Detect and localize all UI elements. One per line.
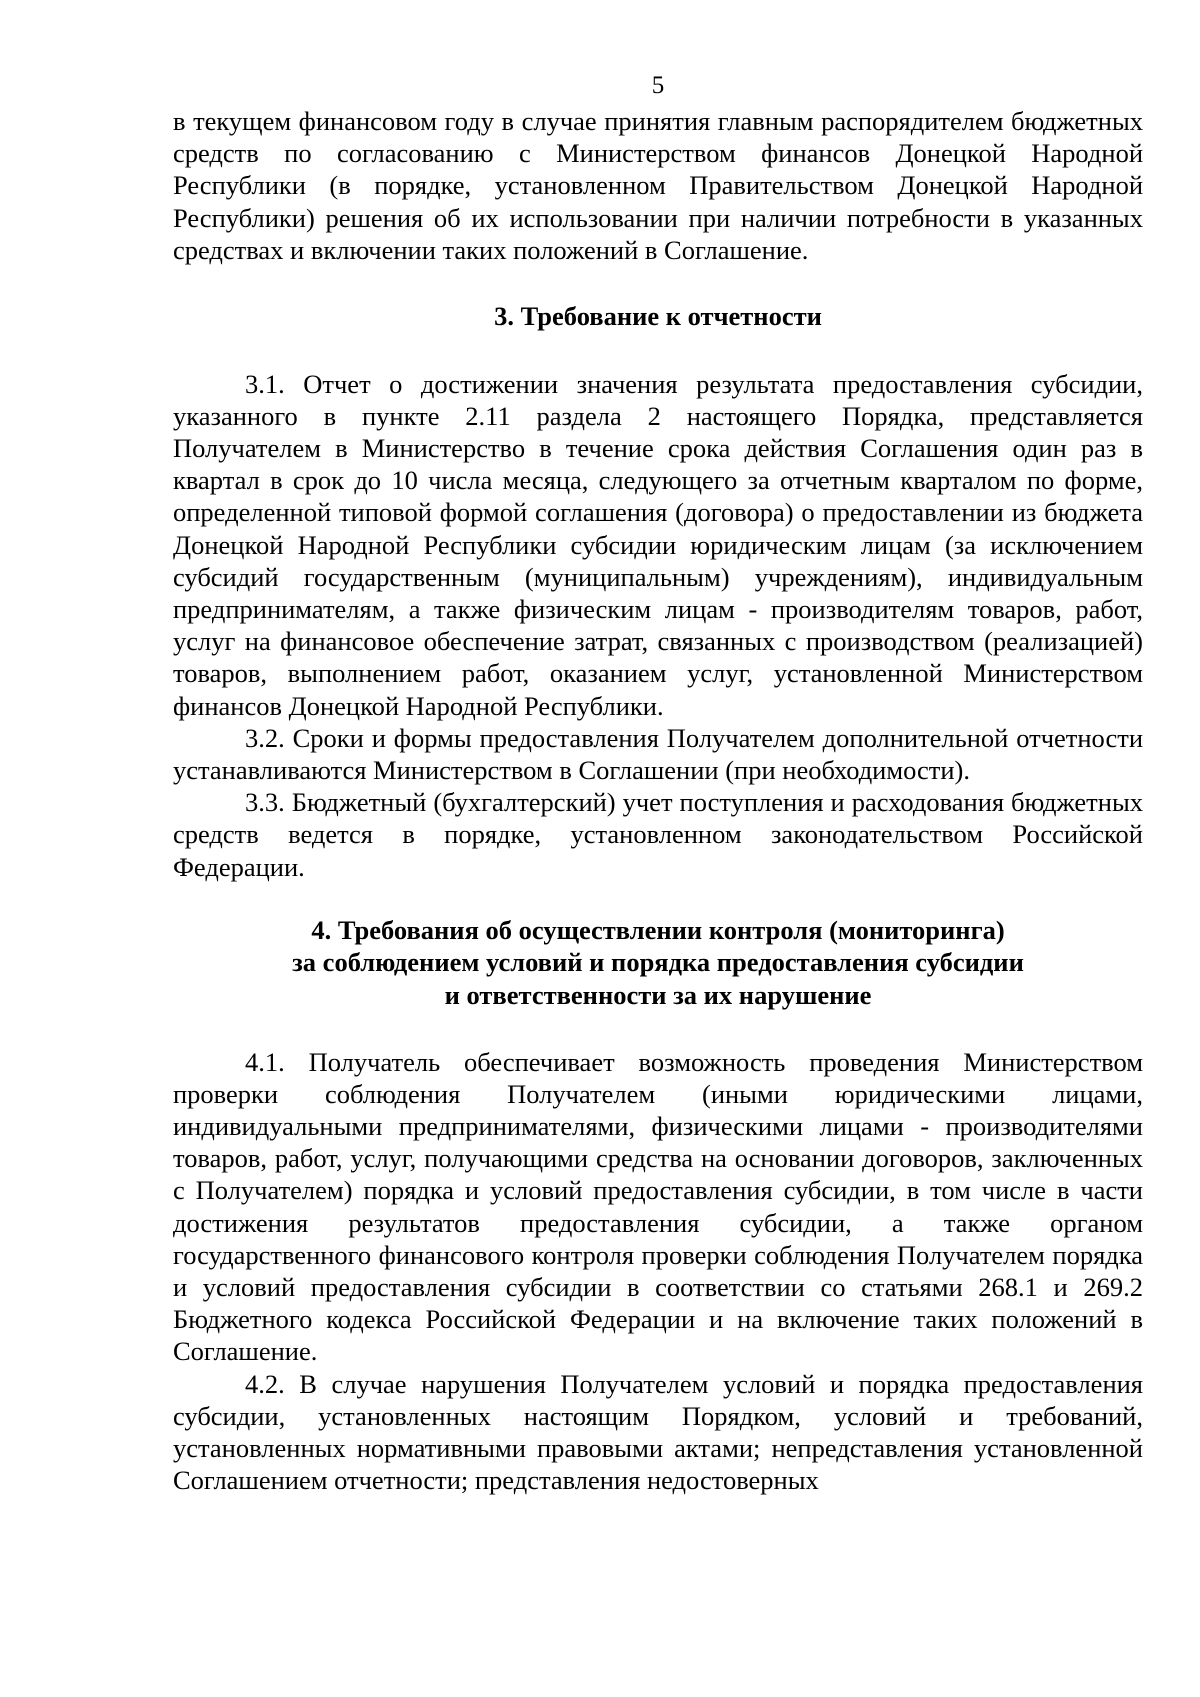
paragraph-3-1: 3.1. Отчет о достижении значения результата предоставления субсидии, указанного в пункте 2.11 раздела 2 настоящего Порядка, представляется Получателем в Министерство в течение срока действия Соглашения один раз в квартал в срок до 10 числа месяца, следующего за отчетным кварталом по форме, определенной типовой формой соглашения (договора) о предоставлении из бюджета Донецкой Народной Республики субсидии юридическим лицам (за исключением субсидий государственным (муниципальным) учреждениям), индивидуальным предпринимателям, а также физическим лицам - производителям товаров, работ, услуг на финансовое обеспечение затрат, связанных с производством (реализацией) товаров, выполнением работ, оказанием услуг, установленной Министерством финансов Донецкой Народной Республики. bbox=[173, 368, 1143, 721]
page-number: 5 bbox=[651, 72, 665, 99]
section-4-heading bbox=[173, 914, 1143, 1012]
paragraph-3-2: 3.2. Сроки и формы предоставления Получателем дополнительной отчетности устанавливаются Министерством в Соглашении (при необходимости). bbox=[173, 722, 1143, 786]
section-4-heading-line-1: 4. Требования об осуществлении контроля (мониторинга) bbox=[311, 914, 1005, 945]
document-page bbox=[173, 70, 1143, 1496]
intro-paragraph: в текущем финансовом году в случае принятия главным распорядителем бюджетных средств по согласованию с Министерством финансов Донецкой Народной Республики (в порядке, установленном Правительством Донецкой Народной Республики) решения об их использовании при наличии потребности в указанных средствах и включении таких положений в Соглашение. bbox=[173, 106, 1143, 265]
section-4-heading-line-3: и ответственности за их нарушение bbox=[444, 980, 872, 1011]
paragraph-4-1: 4.1. Получатель обеспечивает возможность проведения Министерством проверки соблюдения Получателем (иными юридическими лицами, индивидуальными предпринимателями, физическими лицами - производителями товаров, работ, услуг, получающими средства на основании договоров, заключенных с Получателем) порядка и условий предоставления субсидии, в том числе в части достижения результатов предоставления субсидии, а также органом государственного финансового контроля проверки соблюдения Получателем порядка и условий предоставления субсидии в соответствии со статьями 268.1 и 269.2 Бюджетного кодекса Российской Федерации и на включение таких положений в Соглашение. bbox=[173, 1046, 1143, 1367]
section-3-heading: 3. Требование к отчетности bbox=[494, 301, 822, 332]
paragraph-4-2: 4.2. В случае нарушения Получателем условий и порядка предоставления субсидии, установленных настоящим Порядком, условий и требований, установленных нормативными правовыми актами; непредставления установленной Соглашением отчетности; представления недостоверных bbox=[173, 1368, 1143, 1496]
paragraph-3-3: 3.3. Бюджетный (бухгалтерский) учет поступления и расходования бюджетных средств ведется в порядке, установленном законодательством Российской Федерации. bbox=[173, 787, 1143, 882]
section-4-heading-line-2: за соблюдением условий и порядка предоставления субсидии bbox=[292, 947, 1024, 978]
